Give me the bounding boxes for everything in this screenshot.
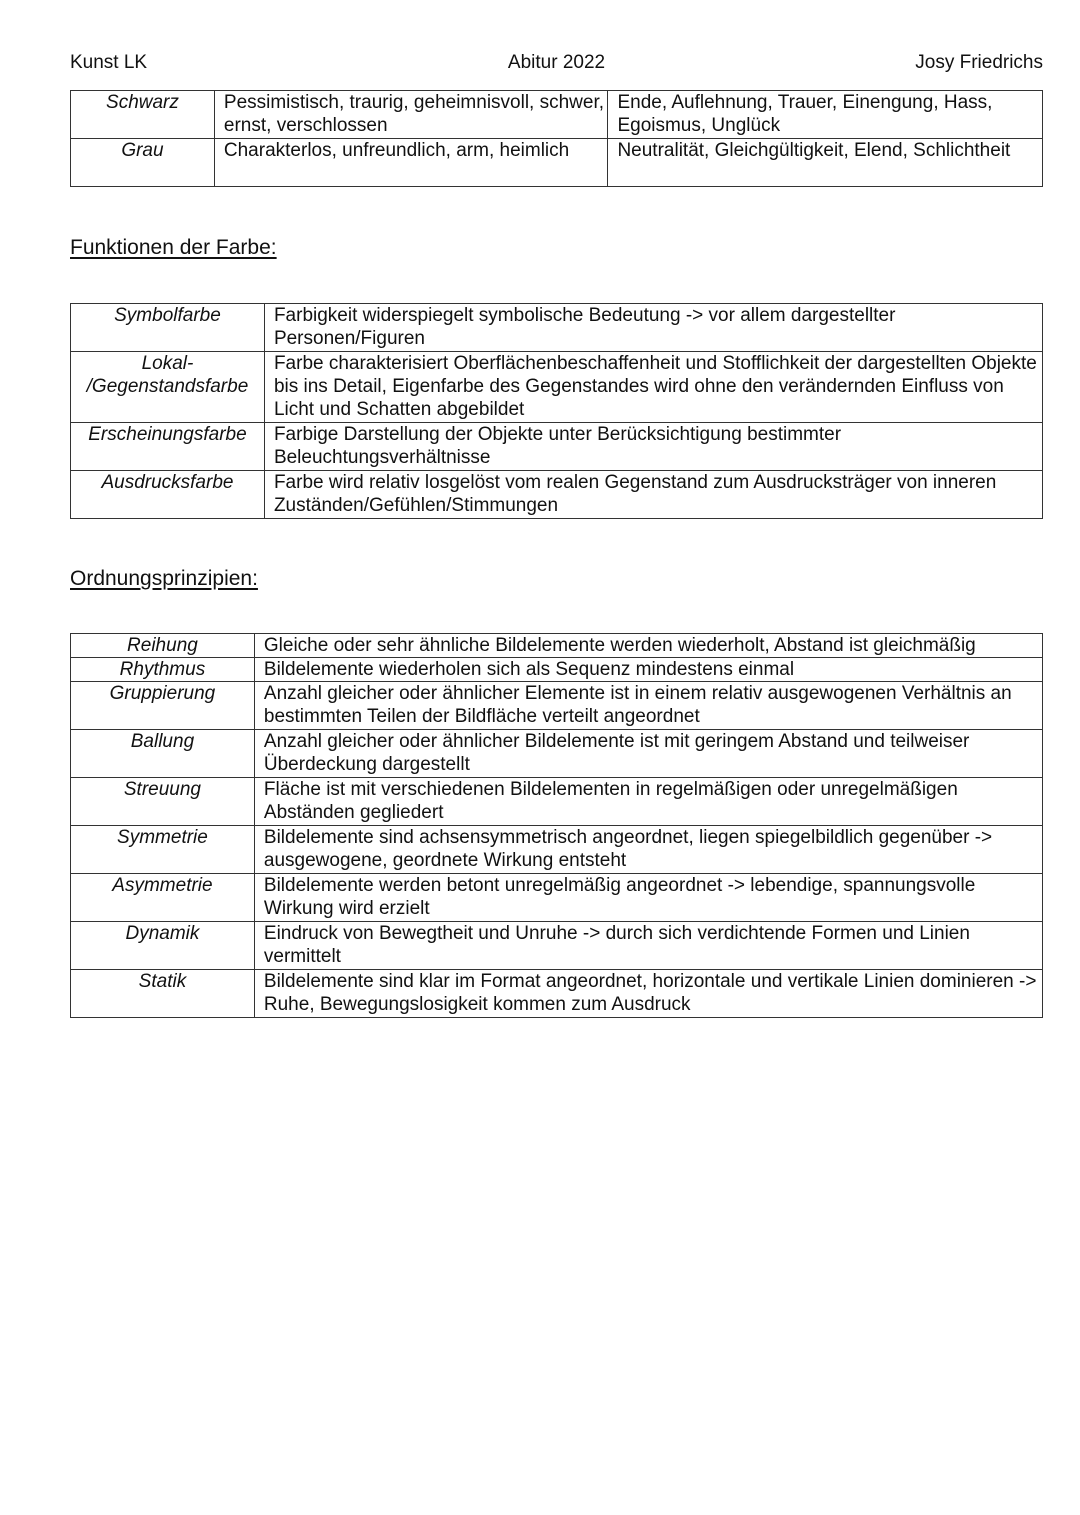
description-cell: Anzahl gleicher oder ähnlicher Elemente ist in einem relativ ausgewogenen Verhältnis an bestimmten Teilen der Bildfläche verteilt angeordnet [254,682,1042,730]
description-cell: Farbige Darstellung der Objekte unter Berücksichtigung bestimmter Beleuchtungsverhältnisse [264,423,1042,471]
description-cell: Bildelemente sind achsensymmetrisch angeordnet, liegen spiegelbildlich gegenüber -> ausgewogene, geordnete Wirkung entsteht [254,826,1042,874]
term-cell: Gruppierung [71,682,255,730]
table-row [71,778,1043,826]
term-cell: Erscheinungsfarbe [71,423,265,471]
term-cell: Dynamik [71,922,255,970]
description-cell: Bildelemente werden betont unregelmäßig angeordnet -> lebendige, spannungsvolle Wirkung wird erzielt [254,874,1042,922]
color-character: Pessimistisch, traurig, geheimnisvoll, schwer, ernst, verschlossen [214,91,608,139]
header-author: Josy Friedrichs [915,52,1043,73]
color-name: Schwarz [71,91,215,139]
table-row [71,682,1043,730]
description-cell: Farbe wird relativ losgelöst vom realen Gegenstand zum Ausdrucksträger von inneren Zuständen/Gefühlen/Stimmungen [264,471,1042,519]
color-meaning: Neutralität, Gleichgültigkeit, Elend, Schlichtheit [608,139,1043,187]
section-heading-funktionen: Funktionen der Farbe: [70,236,277,259]
term-cell: Ballung [71,730,255,778]
color-meaning: Ende, Auflehnung, Trauer, Einengung, Hass, Egoismus, Unglück [608,91,1043,139]
term-cell: Rhythmus [71,658,255,682]
description-cell: Bildelemente sind klar im Format angeordnet, horizontale und vertikale Linien dominieren -> Ruhe, Bewegungslosigkeit kommen zum Ausdruck [254,970,1042,1018]
header-exam: Abitur 2022 [507,52,606,73]
table-row [71,634,1043,658]
color-character: Charakterlos, unfreundlich, arm, heimlich [214,139,608,187]
description-cell: Gleiche oder sehr ähnliche Bildelemente werden wiederholt, Abstand ist gleichmäßig [254,634,1042,658]
term-cell: Statik [71,970,255,1018]
description-cell: Farbigkeit widerspiegelt symbolische Bedeutung -> vor allem dargestellter Personen/Figuren [264,304,1042,352]
term-cell: Ausdrucksfarbe [71,471,265,519]
description-cell: Bildelemente wiederholen sich als Sequenz mindestens einmal [254,658,1042,682]
term-cell: Streuung [71,778,255,826]
term-cell: Symmetrie [71,826,255,874]
color-meaning-table [70,90,1043,187]
table-row [71,874,1043,922]
description-cell: Eindruck von Bewegtheit und Unruhe -> durch sich verdichtende Formen und Linien vermittelt [254,922,1042,970]
table-row [71,471,1043,519]
header-course: Kunst LK [70,52,148,73]
table-row [71,730,1043,778]
term-cell: Symbolfarbe [71,304,265,352]
table-row [71,139,1043,187]
table-row [71,922,1043,970]
page-header [70,52,1043,78]
term-cell: Lokal- /Gegenstandsfarbe [71,352,265,423]
table-row [71,423,1043,471]
table-row [71,91,1043,139]
table-row [71,304,1043,352]
table-row [71,658,1043,682]
description-cell: Anzahl gleicher oder ähnlicher Bildelemente ist mit geringem Abstand und teilweiser Überdeckung dargestellt [254,730,1042,778]
term-cell: Reihung [71,634,255,658]
description-cell: Farbe charakterisiert Oberflächenbeschaffenheit und Stofflichkeit der dargestellten Objekte bis ins Detail, Eigenfarbe des Gegenstandes wird ohne den verändernden Einfluss von Licht und Schatten abgebildet [264,352,1042,423]
table-row [71,826,1043,874]
term-cell: Asymmetrie [71,874,255,922]
ordnung-table [70,633,1043,1018]
table-row [71,970,1043,1018]
color-name: Grau [71,139,215,187]
description-cell: Fläche ist mit verschiedenen Bildelementen in regelmäßigen oder unregelmäßigen Abständen gegliedert [254,778,1042,826]
funktionen-table [70,303,1043,519]
table-row [71,352,1043,423]
section-heading-ordnung: Ordnungsprinzipien: [70,567,258,590]
